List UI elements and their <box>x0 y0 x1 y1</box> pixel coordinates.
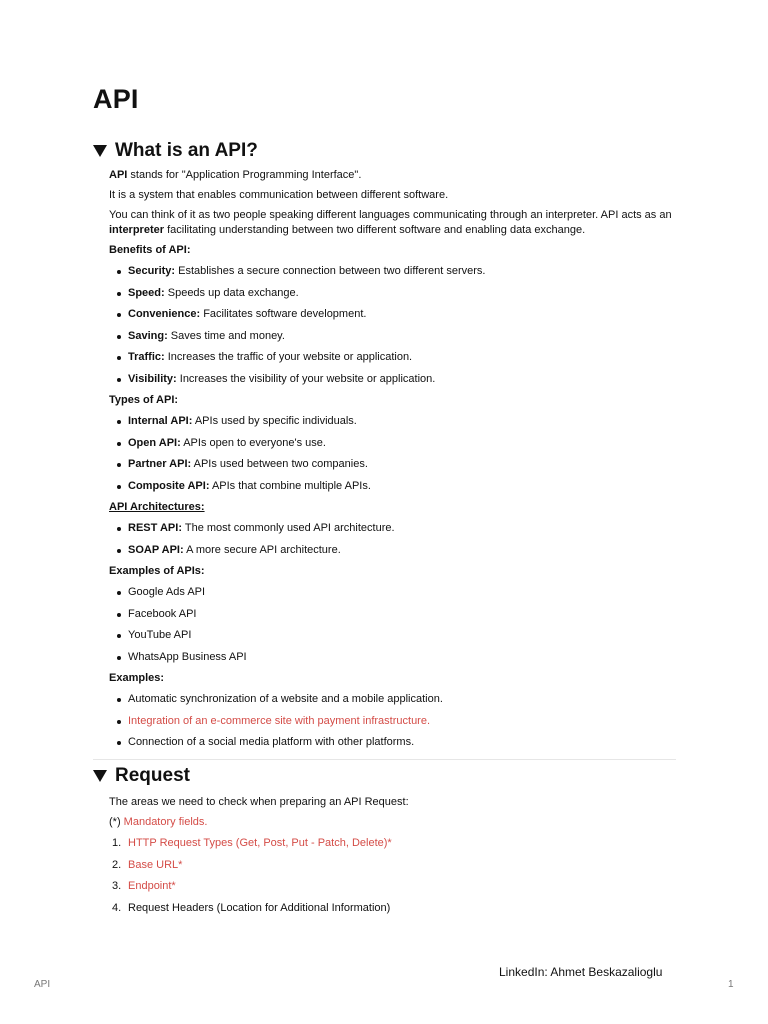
section-what-is-api-toggle[interactable] <box>93 140 258 162</box>
item-desc: A more secure API architecture. <box>183 543 341 556</box>
item-desc: Establishes a secure connection between two different servers. <box>175 265 486 277</box>
item-desc: Increases the visibility of your website or application. <box>176 372 436 385</box>
list-item: Connection of a social media platform with other platforms. <box>109 735 679 750</box>
interpreter-paragraph <box>109 208 679 238</box>
item-term: REST API: <box>128 522 182 534</box>
footer-author: LinkedIn: Ahmet Beskazalioglu <box>499 965 663 979</box>
item-term: Security: <box>128 265 176 277</box>
footer-doc-name: API <box>34 979 51 990</box>
step-number: 1. <box>112 837 122 849</box>
architectures-list <box>109 521 679 558</box>
examples-of-apis-list <box>109 585 679 665</box>
mandatory-note-text: Mandatory fields. <box>123 816 208 828</box>
interpreter-term: interpreter <box>109 224 165 236</box>
step-text: HTTP Request Types (Get, Post, Put - Patch, Delete)* <box>128 837 392 849</box>
page-title: API <box>93 84 139 114</box>
request-steps-list <box>109 836 679 916</box>
footer-page-number: 1 <box>728 979 734 990</box>
section-request-toggle[interactable] <box>93 765 190 787</box>
architectures-heading: API Architectures: <box>109 501 205 513</box>
mandatory-prefix: (*) <box>109 816 124 828</box>
examples-heading: Examples: <box>109 672 165 684</box>
mandatory-note <box>109 815 679 830</box>
list-item <box>109 286 679 301</box>
list-item <box>109 836 679 851</box>
list-item <box>109 264 679 279</box>
item-term: Visibility: <box>128 372 177 385</box>
item-desc: APIs used between two companies. <box>191 458 368 470</box>
list-item <box>109 479 679 494</box>
benefits-heading: Benefits of API: <box>109 244 191 256</box>
interpreter-text-b: facilitating understanding between two different software and enabling data exchange. <box>164 224 586 236</box>
step-number: 4. <box>112 901 122 914</box>
list-item <box>109 879 679 894</box>
examples-list <box>109 692 679 750</box>
item-term: Saving: <box>128 329 168 342</box>
list-item: WhatsApp Business API <box>109 650 679 665</box>
benefits-list <box>109 264 679 387</box>
item-desc: Increases the traffic of your website or application. <box>164 351 413 363</box>
list-item <box>109 521 679 536</box>
list-item <box>109 307 679 322</box>
list-item <box>109 436 679 451</box>
types-list <box>109 414 679 494</box>
item-term: Partner API: <box>128 458 192 470</box>
section-request-body <box>109 795 679 916</box>
item-desc: Saves time and money. <box>167 329 285 342</box>
step-text: Endpoint* <box>128 880 176 892</box>
list-item <box>109 414 679 429</box>
list-item <box>109 543 679 558</box>
item-term: Composite API: <box>128 479 210 492</box>
interpreter-text-a: You can think of it as two people speaking different languages communicating through an interpreter. API acts as an <box>109 209 672 221</box>
triangle-down-icon[interactable] <box>93 145 107 157</box>
item-desc: APIs that combine multiple APIs. <box>209 479 371 492</box>
list-item <box>109 858 679 873</box>
step-text: Base URL* <box>128 858 183 871</box>
item-term: SOAP API: <box>128 543 184 556</box>
types-heading: Types of API: <box>109 394 179 406</box>
system-paragraph: It is a system that enables communication between different software. <box>109 189 449 201</box>
list-item <box>109 350 679 365</box>
triangle-down-icon[interactable] <box>93 770 107 782</box>
list-item <box>109 457 679 472</box>
item-term: Traffic: <box>128 351 165 363</box>
list-item: Automatic synchronization of a website and a mobile application. <box>109 692 679 707</box>
item-desc: APIs used by specific individuals. <box>192 415 357 427</box>
list-item: YouTube API <box>109 628 679 643</box>
list-item: Facebook API <box>109 607 679 622</box>
section-heading: What is an API? <box>115 140 258 161</box>
item-term: Internal API: <box>128 415 193 427</box>
api-term: API <box>109 169 128 181</box>
intro-paragraph <box>109 168 679 183</box>
section-what-is-api-body <box>109 168 679 750</box>
list-item <box>109 901 679 916</box>
list-item <box>109 372 679 387</box>
step-number: 2. <box>112 858 122 871</box>
step-number: 3. <box>112 880 122 892</box>
section-divider <box>93 759 676 760</box>
item-desc: The most commonly used API architecture. <box>182 522 395 534</box>
item-term: Open API: <box>128 436 181 449</box>
item-term: Convenience: <box>128 308 201 320</box>
section-heading: Request <box>115 765 190 786</box>
item-desc: Facilitates software development. <box>200 308 367 320</box>
list-item: Google Ads API <box>109 585 679 600</box>
item-term: Speed: <box>128 286 165 299</box>
list-item <box>109 329 679 344</box>
item-desc: APIs open to everyone's use. <box>180 436 326 449</box>
api-definition: stands for "Application Programming Interface". <box>127 169 362 181</box>
step-text: Request Headers (Location for Additional Information) <box>128 901 391 914</box>
request-intro: The areas we need to check when preparing an API Request: <box>109 796 409 808</box>
item-desc: Speeds up data exchange. <box>164 286 299 299</box>
examples-of-apis-heading: Examples of APIs: <box>109 565 205 577</box>
list-item-highlighted: Integration of an e-commerce site with payment infrastructure. <box>109 714 679 729</box>
